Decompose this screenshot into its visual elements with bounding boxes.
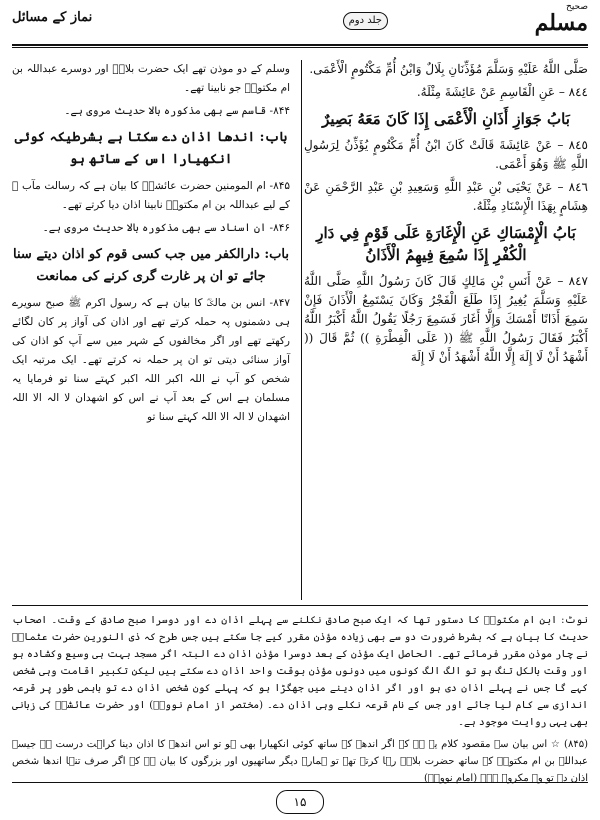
chapter-heading: باب: اندھا اذان دے سکتا ہے بشرطیکہ کوئی انکھیارا اس کے ساتھ ہو xyxy=(14,130,288,167)
urdu-column xyxy=(12,60,290,600)
footnotes xyxy=(12,612,588,784)
chapter-heading: بَابُ جَوَازِ أَذَانِ الْأَعْمَى إِذَا كَانَ مَعَهُ بَصِيرٌ xyxy=(322,110,570,128)
hadith-paragraph: ۸۴۶- ان اسناد سے بھی مذکورہ بالا حدیث مروی ہے۔ xyxy=(42,222,290,234)
footnote: (۸۴۵) ☆ اس بیان سے مقصود کلام یہ ہے کہ اگر اندھے کے ساتھ کوئی انکھیارا بھی ہو تو اس اندھے کا اذان دینا کراہت درست ہے جیسے عبداللہ بن ام مکتومؓ کے ساتھ حضرت بلالؓ رہا کرتے تھے تو ہمارے دیگر ساتھیوں اور بزرگوں کا بیان ہے کہ اگر صرف تنہا اندھا شخص اذان دے تو وہ مکروہ ہے۔ (امام نوویؒ) xyxy=(12,739,588,784)
volume-badge: جلد دوم xyxy=(343,12,388,30)
bottom-rule xyxy=(12,782,588,783)
hadith-paragraph: ٨٤٧ – عَنْ أَنَسِ بْنِ مَالِكٍ قَالَ كَانَ رَسُولُ اللَّهِ صَلَّى اللَّهُ عَلَيْهِ وَسَلَّمَ يُغِيرُ إِذَا طَلَعَ الْفَجْرُ وَكَانَ يَسْتَمِعُ الْأَذَانَ فَإِنْ سَمِعَ أَذَانًا أَمْسَكَ وَإِلَّا أَغَارَ فَسَمِعَ رَجُلًا يَقُولُ اللَّهُ أَكْبَرُ اللَّهُ أَكْبَرُ فَقَالَ رَسُولُ اللَّهِ ﷺ (( عَلَى الْفِطْرَةِ )) ثُمَّ قَالَ (( أَشْهَدُ أَنْ لَا إِلَهَ إِلَّا اللَّهُ أَشْهَدُ أَنْ لَا إِلَهَ xyxy=(304,274,588,364)
hadith-paragraph: ۸۴۵- ام المومنین حضرت عائشہؓ کا بیان ہے کہ رسالت مآب ﷺ کے لیے عبداللہ بن ام مکتومؓ نابینا اذان دیا کرتے تھے۔ xyxy=(12,180,290,211)
footnote-rule xyxy=(12,605,588,606)
header-rule-thin xyxy=(12,47,588,48)
page-number: ۱۵ xyxy=(276,790,324,814)
footnote: نوٹ: ابن ام مکتومؓ کا دستور تھا کہ ایک صبح صادق نکلنے سے پہلے اذان دے اور دوسرا صبح صادق کے وقت۔ اصحاب حدیث کا بیان ہے کہ بشرط ضرورت دو سے بھی زیادہ مؤذن مقرر کیے جا سکتے ہیں جس طرح کہ ذی النورین حضرت عثمانؓ نے چار موذن مقرر فرمائے تھے۔ الحاصل ایک مؤذن کے بعد دوسرا مؤذن اذان دے البتہ اگر مسجد بہت ہی وسیع وکشادہ ہو اور وقت بالکل تنگ ہو تو الگ الگ کونوں میں دونوں مؤذن بوقت واحد اذان دے سکتے ہیں لیکن تکبیر اقامت وہی شخص کہے گا جس نے پہلے اذان دی ہو اور اگر اذان دینے میں جھگڑا ہو کہ پہلے کون شخص اذان دے تو باہمی طور پر قرعہ اندازی سے کام لیا جائے اور جس کے نام قرعہ نکلے وہی اذان دے۔ (مختصر از امام نوویؒ) اور حضرت عائشہؓ کی زبانی بھی یہی روایت موجود ہے۔ xyxy=(12,615,588,728)
arabic-column xyxy=(304,60,588,600)
chapter-heading: باب: دارالکفر میں جب کسی قوم کو اذان دیتے سنا جائے تو ان پر غارت گری کرنے کی ممانعت xyxy=(13,247,289,284)
chapter-heading: بَابُ الْإِمْسَاكِ عَنِ الْإِغَارَةِ عَلَى قَوْمٍ فِي دَارِ الْكُفْرِ إِذَا سُمِعَ فِيهِمُ الْأَذَانُ xyxy=(316,224,576,264)
book-title: مسلم xyxy=(534,10,588,36)
page-header xyxy=(12,2,588,52)
book-prefix: صحيح xyxy=(566,2,588,12)
hadith-paragraph: ۸۴۷- انس بن مالکؓ کا بیان ہے کہ رسول اکرم ﷺ صبح سویرے ہی دشمنوں پہ حملہ کرتے تھے اور اذان کی آواز پر کان لگائے رکھتے تھے اور اگر مخالفوں کے شہر میں سے آپ کو اذان کی آواز سنائی دیتی تو ان پر حملہ نہ کرتے تھے۔ ایک مرتبہ ایک شخص کو آپ نے اللہ اکبر اللہ اکبر کہتے سنا تو فرمایا یہ مسلمان ہے اس کے بعد آپ نے اس کو اشھدان لا الہ الا اللہ اشھدان لا الہ الا اللہ کہتے سنا تو xyxy=(12,297,290,423)
chapter-title: نماز کے مسائل xyxy=(12,10,93,25)
hadith-paragraph: وسلم کے دو موذن تھے ایک حضرت بلالؓ اور دوسرے عبداللہ بن ام مکتومؓ جو نابینا تھے۔ xyxy=(12,63,290,94)
header-rule xyxy=(12,44,588,46)
hadith-paragraph: ٨٤٥ – عَنْ عَائِشَةَ قَالَتْ كَانَ ابْنُ أُمِّ مَكْتُومٍ يُؤَذِّنُ لِرَسُولِ اللَّهِ ﷺ وَهُوَ أَعْمَى. xyxy=(304,138,588,171)
hadith-paragraph: صَلَّى اللَّهُ عَلَيْهِ وَسَلَّمَ مُؤَذِّنَانِ بِلَالٌ وَابْنُ أُمِّ مَكْتُومٍ الْأَعْمَى. xyxy=(309,62,588,76)
hadith-paragraph: ۸۴۴- قاسم سے بھی مذکورہ بالا حدیث مروی ہے۔ xyxy=(64,105,290,117)
hadith-paragraph: ٨٤٤ – عَنِ الْقَاسِمِ عَنْ عَائِشَةَ مِثْلَهُ. xyxy=(416,85,588,99)
hadith-paragraph: ٨٤٦ – عَنْ يَحْيَى بْنِ عَبْدِ اللَّهِ وَسَعِيدِ بْنِ عَبْدِ الرَّحْمَنِ عَنْ هِشَامٍ بِهَذَا الْإِسْنَادِ مِثْلَهُ. xyxy=(304,180,588,213)
column-divider xyxy=(301,60,302,600)
